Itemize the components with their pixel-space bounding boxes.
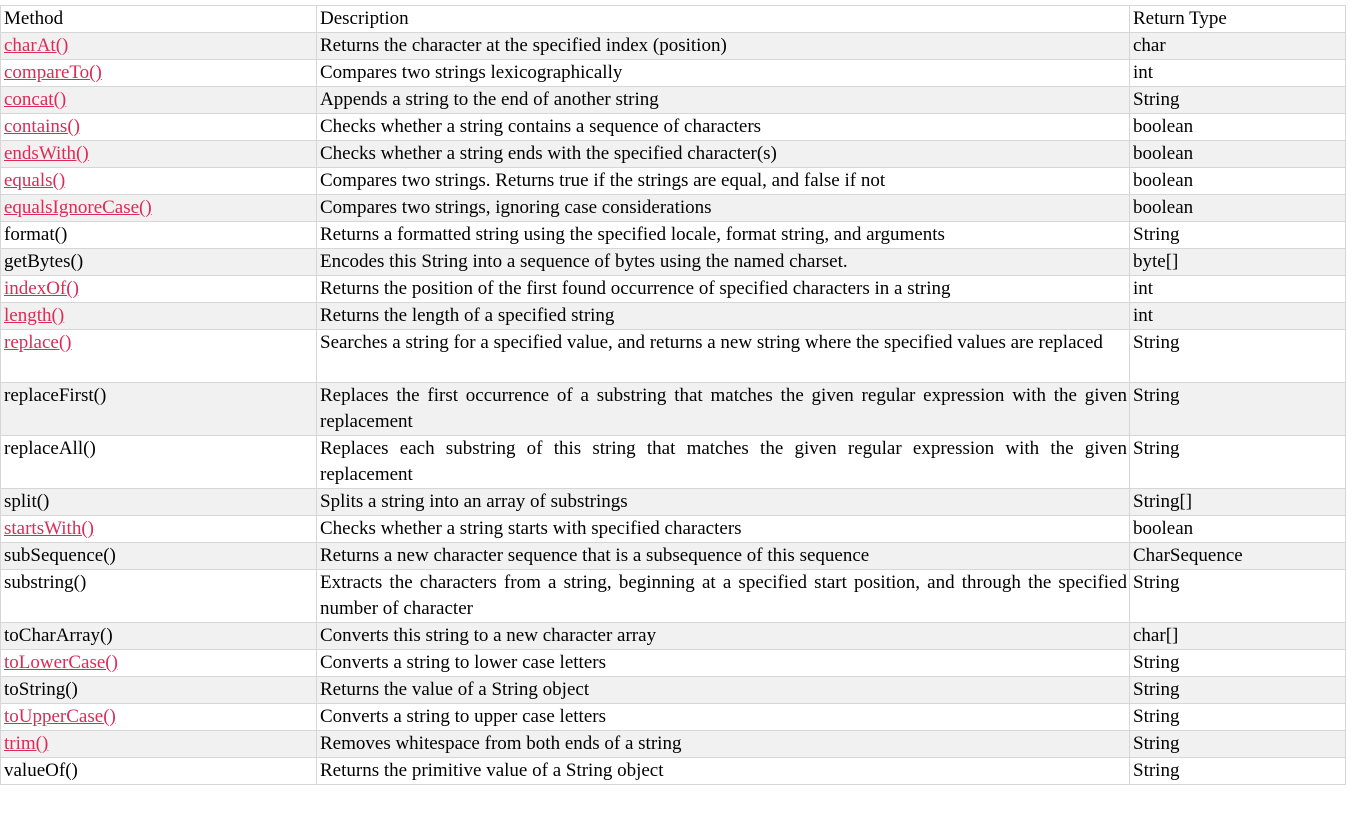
- description-cell: Removes whitespace from both ends of a string: [317, 731, 1130, 758]
- table-row: [1, 543, 1346, 570]
- method-cell[interactable]: [1, 195, 317, 222]
- method-name: replaceFirst(): [4, 385, 107, 406]
- description-cell: Replaces the first occurrence of a substring that matches the given regular expression with the given replacement: [317, 383, 1130, 436]
- table-row: [1, 60, 1346, 87]
- return-type-cell: String: [1130, 330, 1346, 383]
- description-cell: Appends a string to the end of another string: [317, 87, 1130, 114]
- return-type-cell: String: [1130, 87, 1346, 114]
- return-type-cell: byte[]: [1130, 249, 1346, 276]
- description-cell: Replaces each substring of this string that matches the given regular expression with the given replacement: [317, 436, 1130, 489]
- method-link[interactable]: compareTo(): [4, 62, 102, 83]
- method-cell[interactable]: [1, 330, 317, 383]
- method-cell: [1, 623, 317, 650]
- table-row: [1, 276, 1346, 303]
- method-name: toString(): [4, 679, 78, 700]
- method-link[interactable]: indexOf(): [4, 278, 79, 299]
- description-cell: Returns the position of the first found occurrence of specified characters in a string: [317, 276, 1130, 303]
- return-type-cell: String: [1130, 222, 1346, 249]
- method-link[interactable]: startsWith(): [4, 518, 94, 539]
- header-return-type: Return Type: [1130, 6, 1346, 33]
- description-cell: Checks whether a string contains a sequence of characters: [317, 114, 1130, 141]
- description-cell: Splits a string into an array of substrings: [317, 489, 1130, 516]
- return-type-cell: CharSequence: [1130, 543, 1346, 570]
- table-row: [1, 650, 1346, 677]
- table-row: [1, 516, 1346, 543]
- table-row: [1, 436, 1346, 489]
- method-link[interactable]: toUpperCase(): [4, 706, 116, 727]
- table-row: [1, 623, 1346, 650]
- return-type-cell: boolean: [1130, 114, 1346, 141]
- table-row: [1, 249, 1346, 276]
- table-row: [1, 168, 1346, 195]
- method-cell[interactable]: [1, 731, 317, 758]
- return-type-cell: boolean: [1130, 516, 1346, 543]
- description-cell: Returns the value of a String object: [317, 677, 1130, 704]
- description-cell: Extracts the characters from a string, beginning at a specified start position, and through the specified number of character: [317, 570, 1130, 623]
- description-cell: Checks whether a string ends with the specified character(s): [317, 141, 1130, 168]
- method-cell[interactable]: [1, 276, 317, 303]
- method-name: toCharArray(): [4, 625, 113, 646]
- method-cell: [1, 489, 317, 516]
- description-cell: Compares two strings. Returns true if the strings are equal, and false if not: [317, 168, 1130, 195]
- return-type-cell: int: [1130, 303, 1346, 330]
- description-cell: Checks whether a string starts with specified characters: [317, 516, 1130, 543]
- description-cell: Encodes this String into a sequence of bytes using the named charset.: [317, 249, 1130, 276]
- method-name: split(): [4, 491, 50, 512]
- header-method: Method: [1, 6, 317, 33]
- method-link[interactable]: endsWith(): [4, 143, 89, 164]
- return-type-cell: String: [1130, 650, 1346, 677]
- method-cell[interactable]: [1, 168, 317, 195]
- description-cell: Converts a string to upper case letters: [317, 704, 1130, 731]
- table-row: [1, 758, 1346, 785]
- method-cell[interactable]: [1, 303, 317, 330]
- method-cell[interactable]: [1, 650, 317, 677]
- return-type-cell: boolean: [1130, 195, 1346, 222]
- table-header-row: [1, 6, 1346, 33]
- table-body: [1, 33, 1346, 785]
- method-cell: [1, 222, 317, 249]
- method-cell: [1, 249, 317, 276]
- method-link[interactable]: charAt(): [4, 35, 69, 56]
- return-type-cell: boolean: [1130, 168, 1346, 195]
- method-link[interactable]: equals(): [4, 170, 66, 191]
- method-name: replaceAll(): [4, 438, 96, 459]
- return-type-cell: String: [1130, 677, 1346, 704]
- return-type-cell: String: [1130, 731, 1346, 758]
- table-row: [1, 677, 1346, 704]
- return-type-cell: String: [1130, 570, 1346, 623]
- table-row: [1, 489, 1346, 516]
- method-cell[interactable]: [1, 114, 317, 141]
- table-row: [1, 303, 1346, 330]
- method-cell[interactable]: [1, 704, 317, 731]
- table-row: [1, 222, 1346, 249]
- table-row: [1, 330, 1346, 383]
- string-methods-table: [0, 5, 1346, 785]
- table-row: [1, 33, 1346, 60]
- return-type-cell: int: [1130, 60, 1346, 87]
- table-row: [1, 383, 1346, 436]
- method-link[interactable]: length(): [4, 305, 65, 326]
- return-type-cell: String: [1130, 704, 1346, 731]
- description-cell: Compares two strings lexicographically: [317, 60, 1130, 87]
- description-cell: Returns the length of a specified string: [317, 303, 1130, 330]
- return-type-cell: char: [1130, 33, 1346, 60]
- method-cell: [1, 436, 317, 489]
- method-name: substring(): [4, 572, 87, 593]
- table-row: [1, 141, 1346, 168]
- description-cell: Searches a string for a specified value, and returns a new string where the specified values are replaced: [317, 330, 1130, 383]
- method-name: valueOf(): [4, 760, 78, 781]
- method-link[interactable]: contains(): [4, 116, 80, 137]
- method-cell: [1, 383, 317, 436]
- table-row: [1, 195, 1346, 222]
- return-type-cell: String: [1130, 436, 1346, 489]
- description-cell: Compares two strings, ignoring case considerations: [317, 195, 1130, 222]
- table-row: [1, 114, 1346, 141]
- method-cell: [1, 677, 317, 704]
- method-link[interactable]: replace(): [4, 332, 72, 353]
- return-type-cell: String[]: [1130, 489, 1346, 516]
- return-type-cell: String: [1130, 758, 1346, 785]
- method-link[interactable]: toLowerCase(): [4, 652, 118, 673]
- method-cell[interactable]: [1, 87, 317, 114]
- method-cell: [1, 758, 317, 785]
- table-row: [1, 731, 1346, 758]
- return-type-cell: String: [1130, 383, 1346, 436]
- method-cell: [1, 543, 317, 570]
- method-cell[interactable]: [1, 60, 317, 87]
- header-description: Description: [317, 6, 1130, 33]
- return-type-cell: char[]: [1130, 623, 1346, 650]
- description-cell: Returns the primitive value of a String object: [317, 758, 1130, 785]
- method-cell[interactable]: [1, 33, 317, 60]
- table-row: [1, 87, 1346, 114]
- method-cell[interactable]: [1, 516, 317, 543]
- method-cell[interactable]: [1, 141, 317, 168]
- description-cell: Returns the character at the specified index (position): [317, 33, 1130, 60]
- return-type-cell: boolean: [1130, 141, 1346, 168]
- method-link[interactable]: equalsIgnoreCase(): [4, 197, 152, 218]
- description-cell: Converts a string to lower case letters: [317, 650, 1130, 677]
- description-cell: Returns a formatted string using the specified locale, format string, and arguments: [317, 222, 1130, 249]
- method-name: subSequence(): [4, 545, 116, 566]
- method-name: format(): [4, 224, 68, 245]
- description-cell: Returns a new character sequence that is a subsequence of this sequence: [317, 543, 1130, 570]
- method-link[interactable]: trim(): [4, 733, 49, 754]
- method-link[interactable]: concat(): [4, 89, 67, 110]
- return-type-cell: int: [1130, 276, 1346, 303]
- table-row: [1, 570, 1346, 623]
- table-row: [1, 704, 1346, 731]
- method-cell: [1, 570, 317, 623]
- description-cell: Converts this string to a new character array: [317, 623, 1130, 650]
- method-name: getBytes(): [4, 251, 84, 272]
